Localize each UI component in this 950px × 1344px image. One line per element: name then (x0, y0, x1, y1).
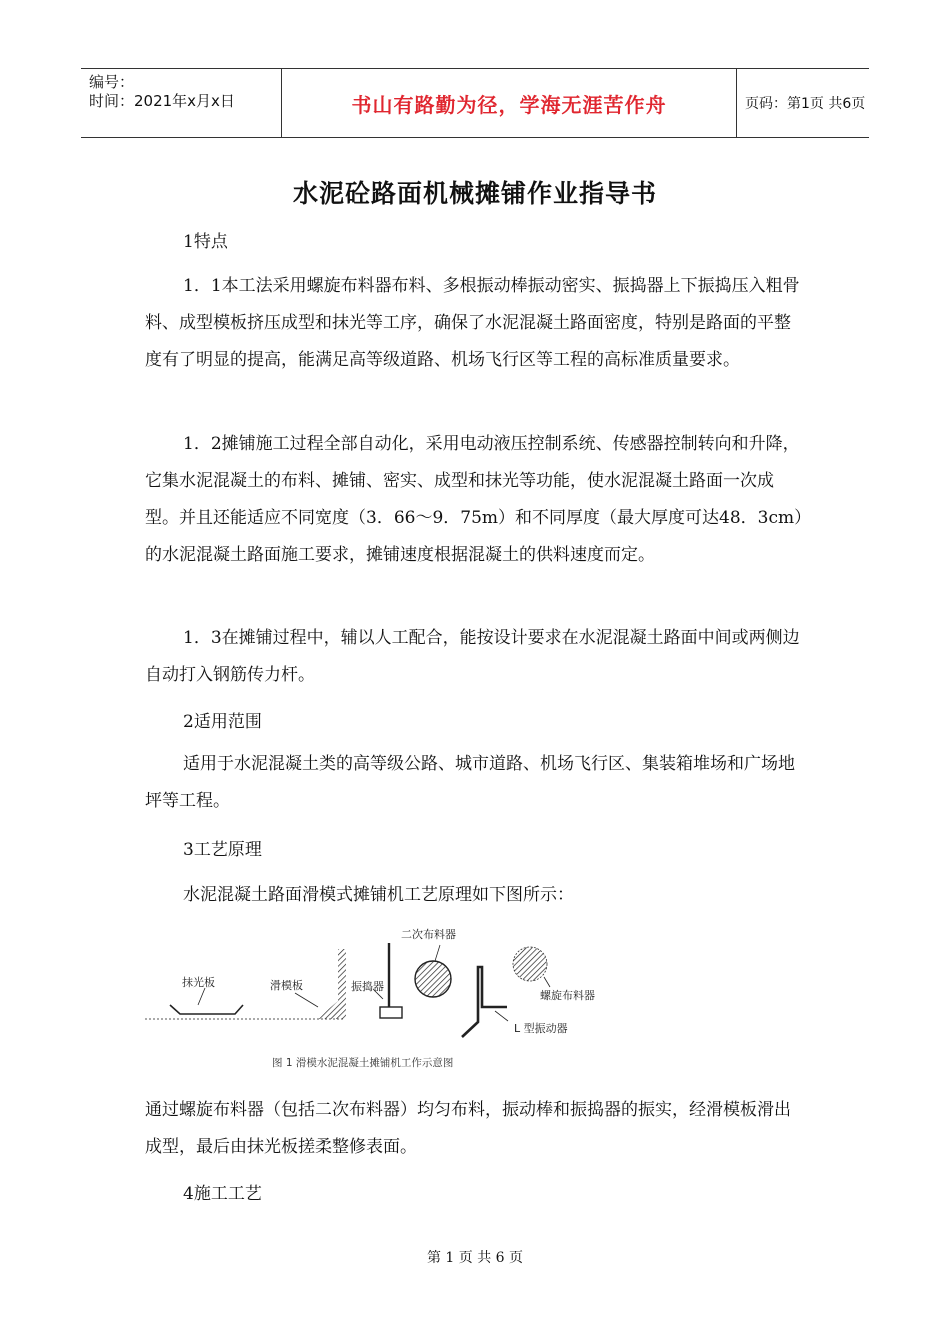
label-tamper: 振捣器 (351, 980, 384, 993)
paragraph-3-intro: 水泥混凝土路面滑模式摊铺机工艺原理如下图所示： (183, 885, 574, 905)
figure-caption: 图 1 滑模水泥混凝土摊铺机工作示意图 (272, 1057, 454, 1069)
trowel-plate-shape (170, 1005, 243, 1014)
label-slipform-plate: 滑模板 (270, 979, 303, 992)
spiral-spreader-shape (513, 947, 547, 981)
document-date-label: 时间：2021年x月x日 (89, 92, 235, 110)
section-heading-features: 1特点 (183, 232, 228, 252)
section-heading-scope: 2适用范围 (183, 712, 262, 732)
header-motto: 书山有路勤为径，学海无涯苦作舟 (351, 92, 667, 117)
secondary-spreader-shape (415, 961, 451, 997)
page-footer: 第 1 页 共 6 页 (426, 1250, 524, 1266)
label-secondary-spreader: 二次布料器 (401, 928, 456, 941)
slipform-ramp-shape (317, 1001, 338, 1019)
paragraph-3-after: 通过螺旋布料器（包括二次布料器）均匀布料，振动棒和振捣器的振实，经滑模板滑出成型，最后由抹光板搓柔整修表面。 (145, 1100, 791, 1157)
section-heading-principle: 3工艺原理 (183, 840, 262, 860)
header-page-cell (737, 69, 869, 137)
tamper-head-shape (380, 1007, 402, 1018)
paragraph-1-1: 1．1本工法采用螺旋布料器布料、多根振动棒振动密实、振捣器上下振捣压入粗骨料、成型模板挤压成型和抹光等工序，确保了水泥混凝土路面密度，特别是路面的平整度有了明显的提高，能满足高等级道路、机场飞行区等工程的高标准质量要求。 (145, 276, 800, 370)
paver-diagram (140, 915, 620, 1075)
slipform-wall-shape (338, 949, 346, 1019)
label-l-vibrator: L 型振动器 (514, 1022, 568, 1035)
header-page-number: 页码：第1页 共6页 (745, 96, 866, 112)
section-heading-process: 4施工工艺 (183, 1184, 262, 1204)
label-spiral-spreader: 螺旋布料器 (540, 989, 595, 1002)
header-table (81, 68, 869, 138)
l-vibrator-shape (462, 967, 507, 1037)
paragraph-1-2: 1．2摊铺施工过程全部自动化，采用电动液压控制系统、传感器控制转向和升降，它集水泥混凝土的布料、摊铺、密实、成型和抹光等功能，使水泥混凝土路面一次成型。并且还能适应不同宽度（3．66～9．75m）和不同厚度（最大厚度可达48．3cm）的水泥混凝土路面施工要求，摊铺速度根据混凝土的供料速度而定。 (145, 434, 803, 565)
header-meta (81, 69, 281, 137)
header-motto-cell (281, 69, 737, 137)
document-number-label: 编号： (89, 73, 135, 91)
paragraph-2: 适用于水泥混凝土类的高等级公路、城市道路、机场飞行区、集装箱堆场和广场地坪等工程。 (145, 754, 795, 811)
label-trowel-plate: 抹光板 (182, 976, 215, 989)
document-title: 水泥砼路面机械摊铺作业指导书 (292, 179, 657, 208)
paragraph-1-3: 1．3在摊铺过程中，辅以人工配合，能按设计要求在水泥混凝土路面中间或两侧边自动打入钢筋传力杆。 (145, 628, 800, 685)
